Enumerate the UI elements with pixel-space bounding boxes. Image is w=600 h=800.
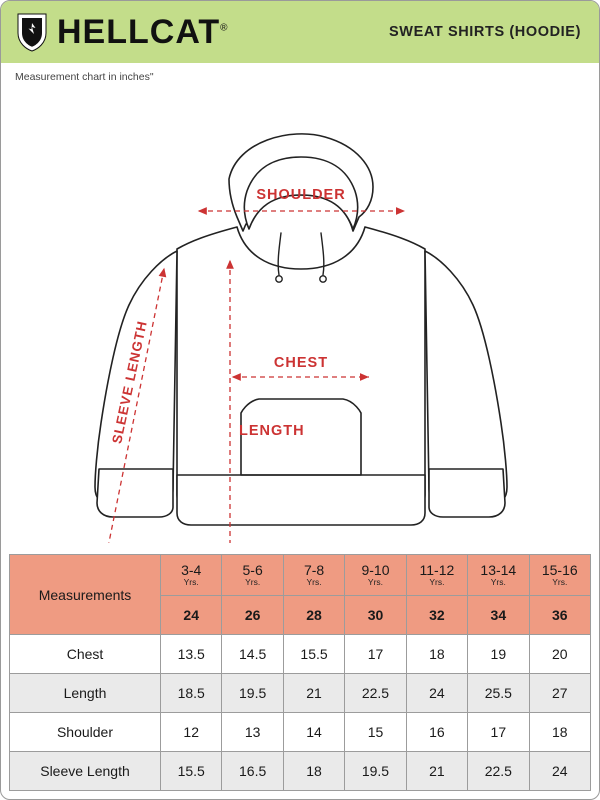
row-label: Chest — [10, 635, 161, 674]
cell-value: 19 — [468, 635, 529, 674]
age-unit: Yrs. — [367, 577, 384, 588]
age-unit: Yrs. — [245, 577, 261, 588]
age-value: 13-14 — [480, 562, 517, 579]
cell-value: 14 — [283, 713, 344, 752]
table-row — [10, 752, 591, 791]
cell-value: 24 — [529, 752, 590, 791]
size-table — [9, 554, 591, 791]
age-cell — [406, 555, 467, 596]
cell-value: 13.5 — [161, 635, 222, 674]
size-cell: 30 — [345, 596, 406, 635]
age-value: 7-8 — [303, 562, 325, 579]
cell-value: 22.5 — [468, 752, 529, 791]
size-table-container — [9, 554, 591, 791]
cell-value: 19.5 — [345, 752, 406, 791]
registered-mark: ® — [220, 22, 229, 34]
cell-value: 18 — [529, 713, 590, 752]
page-title: SWEAT SHIRTS (HOODIE) — [389, 24, 581, 40]
cell-value: 18.5 — [161, 674, 222, 713]
label-chest: CHEST — [273, 355, 329, 371]
age-value: 11-12 — [419, 562, 455, 579]
age-cell — [345, 555, 406, 596]
table-row — [10, 713, 591, 752]
brand-logo — [15, 11, 229, 53]
row-label: Shoulder — [10, 713, 161, 752]
age-unit: Yrs. — [552, 577, 568, 588]
size-cell: 32 — [406, 596, 467, 635]
cell-value: 18 — [283, 752, 344, 791]
row-label: Sleeve Length — [10, 752, 161, 791]
age-unit: Yrs. — [490, 577, 506, 588]
cell-value: 12 — [161, 713, 222, 752]
age-cell — [283, 555, 344, 596]
cell-value: 27 — [529, 674, 590, 713]
label-sleeve-length: SLEEVE LENGTH — [109, 319, 150, 446]
label-shoulder: SHOULDER — [256, 187, 346, 203]
table-row — [10, 674, 591, 713]
age-cell — [222, 555, 283, 596]
age-unit: Yrs. — [429, 577, 445, 588]
cell-value: 22.5 — [345, 674, 406, 713]
age-unit: Yrs. — [183, 577, 199, 588]
age-value: 5-6 — [242, 562, 263, 579]
age-cell — [468, 555, 529, 596]
shield-icon — [15, 11, 49, 53]
brand-name-text: HELLCAT — [57, 13, 221, 51]
label-length: LENGTH — [239, 423, 305, 439]
cell-value: 24 — [406, 674, 467, 713]
cell-value: 13 — [222, 713, 283, 752]
page-header — [1, 1, 599, 63]
cell-value: 18 — [406, 635, 467, 674]
cell-value: 15 — [345, 713, 406, 752]
cell-value: 25.5 — [468, 674, 529, 713]
size-cell: 26 — [222, 596, 283, 635]
hoodie-illustration — [1, 83, 600, 543]
cell-value: 20 — [529, 635, 590, 674]
size-cell: 36 — [529, 596, 590, 635]
brand-name — [57, 15, 229, 49]
cell-value: 15.5 — [283, 635, 344, 674]
cell-value: 21 — [406, 752, 467, 791]
cell-value: 21 — [283, 674, 344, 713]
age-value: 15-16 — [541, 562, 578, 579]
cell-value: 17 — [345, 635, 406, 674]
age-cell — [529, 555, 590, 596]
age-cell — [161, 555, 222, 596]
size-cell: 24 — [161, 596, 222, 635]
cell-value: 16.5 — [222, 752, 283, 791]
table-row-ages — [10, 555, 591, 596]
measurements-header: Measurements — [10, 555, 161, 635]
age-value: 9-10 — [361, 562, 390, 579]
size-cell: 34 — [468, 596, 529, 635]
table-row — [10, 635, 591, 674]
age-value: 3-4 — [181, 562, 202, 579]
size-cell: 28 — [283, 596, 344, 635]
cell-value: 16 — [406, 713, 467, 752]
cell-value: 19.5 — [222, 674, 283, 713]
cell-value: 14.5 — [222, 635, 283, 674]
chart-subtitle: Measurement chart in inches" — [15, 71, 154, 83]
cell-value: 15.5 — [161, 752, 222, 791]
age-unit: Yrs. — [306, 577, 322, 588]
cell-value: 17 — [468, 713, 529, 752]
row-label: Length — [10, 674, 161, 713]
